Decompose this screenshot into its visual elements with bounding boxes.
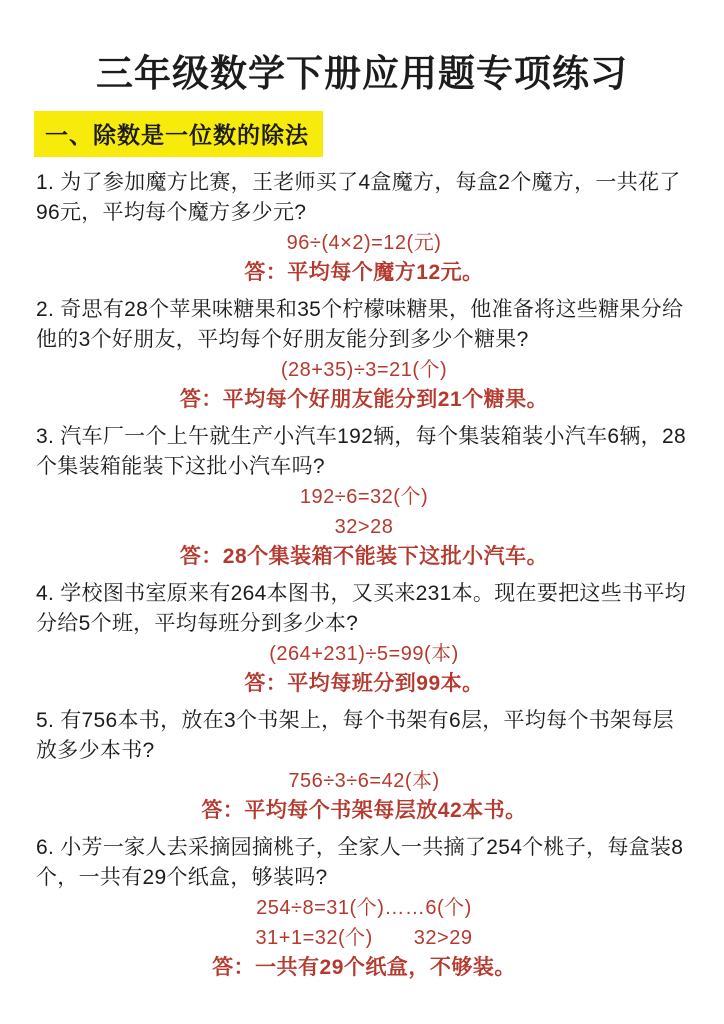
answer-line: 答：平均每个魔方12元。: [244, 261, 484, 284]
worksheet-title: 三年级数学下册应用题专项练习: [96, 53, 628, 94]
solution-line: 254÷8=31(个)……6(个): [256, 897, 472, 919]
solution-line: 31+1=32(个) 32>29: [255, 927, 473, 949]
problem-4: [36, 579, 692, 699]
question-text: 1. 为了参加魔方比赛，王老师买了4盒魔方，每盒2个魔方，一共花了96元，平均每个魔方多少元?: [36, 171, 681, 224]
question-text: 3. 汽车厂一个上午就生产小汽车192辆，每个集装箱装小汽车6辆，28个集装箱能装下这批小汽车吗?: [36, 425, 686, 478]
question-text: 5. 有756本书，放在3个书架上，每个书架有6层，平均每个书架每层放多少本书?: [36, 709, 674, 762]
solution-line: 756÷3÷6=42(本): [288, 770, 440, 792]
problem-1: [36, 168, 692, 288]
answer-line: 答：28个集装箱不能装下这批小汽车。: [179, 545, 549, 568]
problem-3: [36, 422, 692, 572]
solution-line: 96÷(4×2)=12(元): [286, 232, 442, 254]
solution-line: 32>28: [334, 516, 394, 538]
problem-5: [36, 706, 692, 826]
section-heading-row: [0, 96, 724, 161]
problems-list: [36, 168, 692, 983]
problem-2: [36, 295, 692, 415]
answer-line: 答：平均每班分到99本。: [244, 672, 484, 695]
question-text: 4. 学校图书室原来有264本图书，又买来231本。现在要把这些书平均分给5个班，平均每班分到多少本?: [36, 582, 686, 635]
solution-line: 192÷6=32(个): [299, 486, 429, 508]
answer-line: 答：平均每个书架每层放42本书。: [201, 799, 527, 822]
solution-line: (28+35)÷3=21(个): [280, 359, 448, 381]
question-text: 6. 小芳一家人去采摘园摘桃子，全家人一共摘了254个桃子，每盒装8个，一共有29个纸盒，够装吗?: [36, 836, 684, 889]
answer-line: 答：一共有29个纸盒，不够装。: [212, 956, 516, 979]
question-text: 2. 奇思有28个苹果味糖果和35个柠檬味糖果，他准备将这些糖果分给他的3个好朋友，平均每个好朋友能分到多少个糖果?: [36, 298, 684, 351]
problem-6: [36, 833, 692, 983]
solution-line: (264+231)÷5=99(本): [269, 643, 459, 665]
section-heading: 一、除数是一位数的除法: [34, 111, 323, 157]
answer-line: 答：平均每个好朋友能分到21个糖果。: [179, 388, 549, 411]
